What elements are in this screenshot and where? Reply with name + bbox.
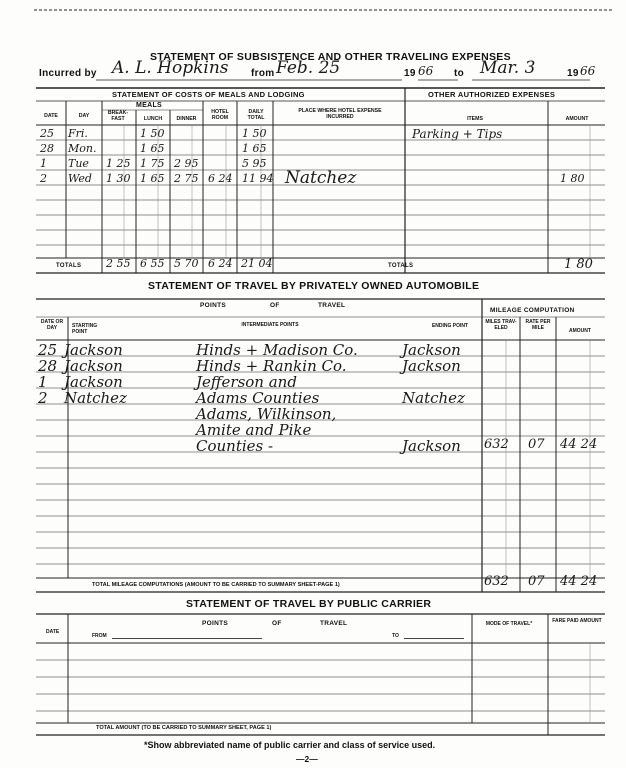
- col-hotel: HOTEL ROOM: [211, 109, 229, 121]
- auto-intermediate-points: Amite and Pike: [196, 421, 312, 439]
- auto-ending-point: Jackson: [402, 357, 461, 375]
- total-mileage-amount: 44 24: [560, 574, 598, 589]
- traveler-name: A. L. Hopkins: [112, 58, 229, 78]
- public-travel-label: TRAVEL: [320, 620, 348, 627]
- auto-col-ending: ENDING POINT: [431, 323, 469, 329]
- incurred-by-label: Incurred by: [39, 68, 97, 79]
- meal-date: 2: [40, 172, 47, 185]
- meal-date: 25: [40, 127, 54, 140]
- other-totals-label: TOTALS: [388, 263, 414, 269]
- auto-ending-point: Natchez: [402, 389, 465, 407]
- auto-travel-label: TRAVEL: [318, 302, 346, 309]
- auto-intermediate-points: Adams, Wilkinson,: [196, 405, 337, 423]
- meal-lunch: 1 50: [140, 127, 165, 140]
- auto-starting-point: Jackson: [64, 341, 123, 359]
- public-of-label: OF: [272, 620, 282, 627]
- meal-day: Wed: [68, 172, 92, 185]
- to-date: Mar. 3: [480, 58, 536, 78]
- public-col-from: FROM: [92, 633, 107, 639]
- to-line: [404, 638, 464, 639]
- total-mileage-label: TOTAL MILEAGE COMPUTATIONS (AMOUNT TO BE CARRIED TO SUMMARY SHEET-PAGE 1): [92, 582, 340, 588]
- form-title: STATEMENT OF SUBSISTENCE AND OTHER TRAVELING EXPENSES: [150, 51, 511, 63]
- meals-section-title: STATEMENT OF COSTS OF MEALS AND LODGING: [112, 90, 305, 99]
- col-lunch: LUNCH: [143, 116, 163, 122]
- auto-intermediate-points: Jefferson and: [196, 373, 297, 391]
- public-col-to: TO: [392, 633, 399, 639]
- auto-ending-point: Jackson: [402, 437, 461, 455]
- meal-date: 1: [40, 157, 47, 170]
- year-2: 66: [580, 64, 596, 78]
- auto-date: 28: [38, 357, 58, 375]
- auto-col-amount: AMOUNT: [569, 328, 591, 334]
- from-label: from: [251, 68, 275, 79]
- total-miles: 632: [484, 574, 509, 589]
- year-prefix-1: 19: [404, 68, 416, 79]
- auto-intermediate-points: Adams Counties: [196, 389, 320, 407]
- meal-daily-total: 1 65: [242, 142, 267, 155]
- meal-amount: 1 80: [560, 172, 585, 185]
- auto-date: 25: [38, 341, 58, 359]
- auto-intermediate-points: Hinds + Madison Co.: [196, 341, 358, 359]
- col-day: DAY: [78, 113, 90, 119]
- meal-daily-total: 5 95: [242, 157, 267, 170]
- total-dinner: 5 70: [174, 257, 199, 270]
- meal-item: Parking + Tips: [412, 127, 503, 141]
- auto-starting-point: Jackson: [64, 373, 123, 391]
- auto-points-label: POINTS: [200, 302, 226, 309]
- auto-intermediate-points: Hinds + Rankin Co.: [196, 357, 347, 375]
- public-section-title: STATEMENT OF TRAVEL BY PUBLIC CARRIER: [186, 598, 432, 610]
- auto-intermediate-points: Counties -: [196, 437, 274, 455]
- to-label: to: [454, 68, 465, 79]
- col-amount: AMOUNT: [565, 116, 589, 122]
- meal-breakfast: 1 30: [106, 172, 131, 185]
- meal-place: Natchez: [285, 168, 357, 188]
- col-items: ITEMS: [467, 116, 483, 122]
- meal-dinner: 2 75: [174, 172, 199, 185]
- public-total-label: TOTAL AMOUNT (TO BE CARRIED TO SUMMARY SHEET, PAGE 1): [96, 725, 272, 731]
- meal-day: Mon.: [68, 142, 97, 155]
- meal-lunch: 1 65: [140, 172, 165, 185]
- from-date: Feb. 25: [276, 58, 341, 78]
- auto-starting-point: Jackson: [64, 357, 123, 375]
- meals-totals-label: TOTALS: [56, 263, 82, 269]
- auto-col-date: DATE OR DAY: [40, 319, 64, 331]
- auto-amount: 44 24: [560, 437, 598, 452]
- auto-miles: 632: [484, 437, 509, 452]
- meal-daily-total: 1 50: [242, 127, 267, 140]
- total-hotel: 6 24: [208, 257, 233, 270]
- auto-col-starting: STARTING POINT: [72, 323, 98, 335]
- auto-date: 2: [38, 389, 48, 407]
- col-daily-total: DAILY TOTAL: [247, 109, 265, 121]
- footnote: *Show abbreviated name of public carrier and class of service used.: [144, 740, 436, 750]
- auto-col-miles: MILES TRAV-ELED: [485, 319, 517, 331]
- meal-dinner: 2 95: [174, 157, 199, 170]
- public-col-fare: FARE PAID AMOUNT: [552, 618, 602, 624]
- meal-date: 28: [40, 142, 54, 155]
- total-daily: 21 04: [241, 257, 273, 270]
- public-col-mode: MODE OF TRAVEL*: [485, 621, 533, 627]
- year-1: 66: [418, 64, 434, 78]
- meal-hotel: 6 24: [208, 172, 233, 185]
- year-prefix-2: 19: [567, 68, 579, 79]
- mileage-title: MILEAGE COMPUTATION: [490, 307, 575, 314]
- auto-col-rate: RATE PER MILE: [525, 319, 551, 331]
- auto-section-title: STATEMENT OF TRAVEL BY PRIVATELY OWNED AUTOMOBILE: [148, 280, 480, 292]
- meals-group-label: MEALS: [136, 102, 162, 109]
- auto-of-label: OF: [270, 302, 280, 309]
- meal-breakfast: 1 25: [106, 157, 131, 170]
- from-line: [112, 638, 262, 639]
- meal-daily-total: 11 94: [242, 172, 274, 185]
- auto-date: 1: [38, 373, 48, 391]
- auto-ending-point: Jackson: [402, 341, 461, 359]
- meal-day: Fri.: [68, 127, 88, 140]
- col-place: PLACE WHERE HOTEL EXPENSE INCURRED: [298, 108, 382, 120]
- public-col-date: DATE: [46, 629, 60, 635]
- col-date: DATE: [44, 113, 58, 119]
- meal-lunch: 1 65: [140, 142, 165, 155]
- meal-lunch: 1 75: [140, 157, 165, 170]
- col-breakfast: BREAK-FAST: [107, 110, 129, 122]
- public-points-label: POINTS: [202, 620, 228, 627]
- other-expenses-title: OTHER AUTHORIZED EXPENSES: [428, 90, 556, 99]
- meal-day: Tue: [68, 157, 89, 170]
- auto-starting-point: Natchez: [64, 389, 127, 407]
- page-number: —2—: [296, 754, 318, 764]
- auto-rate: 07: [528, 437, 545, 452]
- total-breakfast: 2 55: [106, 257, 131, 270]
- total-lunch: 6 55: [140, 257, 165, 270]
- other-total: 1 80: [564, 257, 593, 272]
- auto-col-intermediate: INTERMEDIATE POINTS: [241, 322, 299, 328]
- col-dinner: DINNER: [176, 116, 197, 122]
- total-rate: 07: [528, 574, 545, 589]
